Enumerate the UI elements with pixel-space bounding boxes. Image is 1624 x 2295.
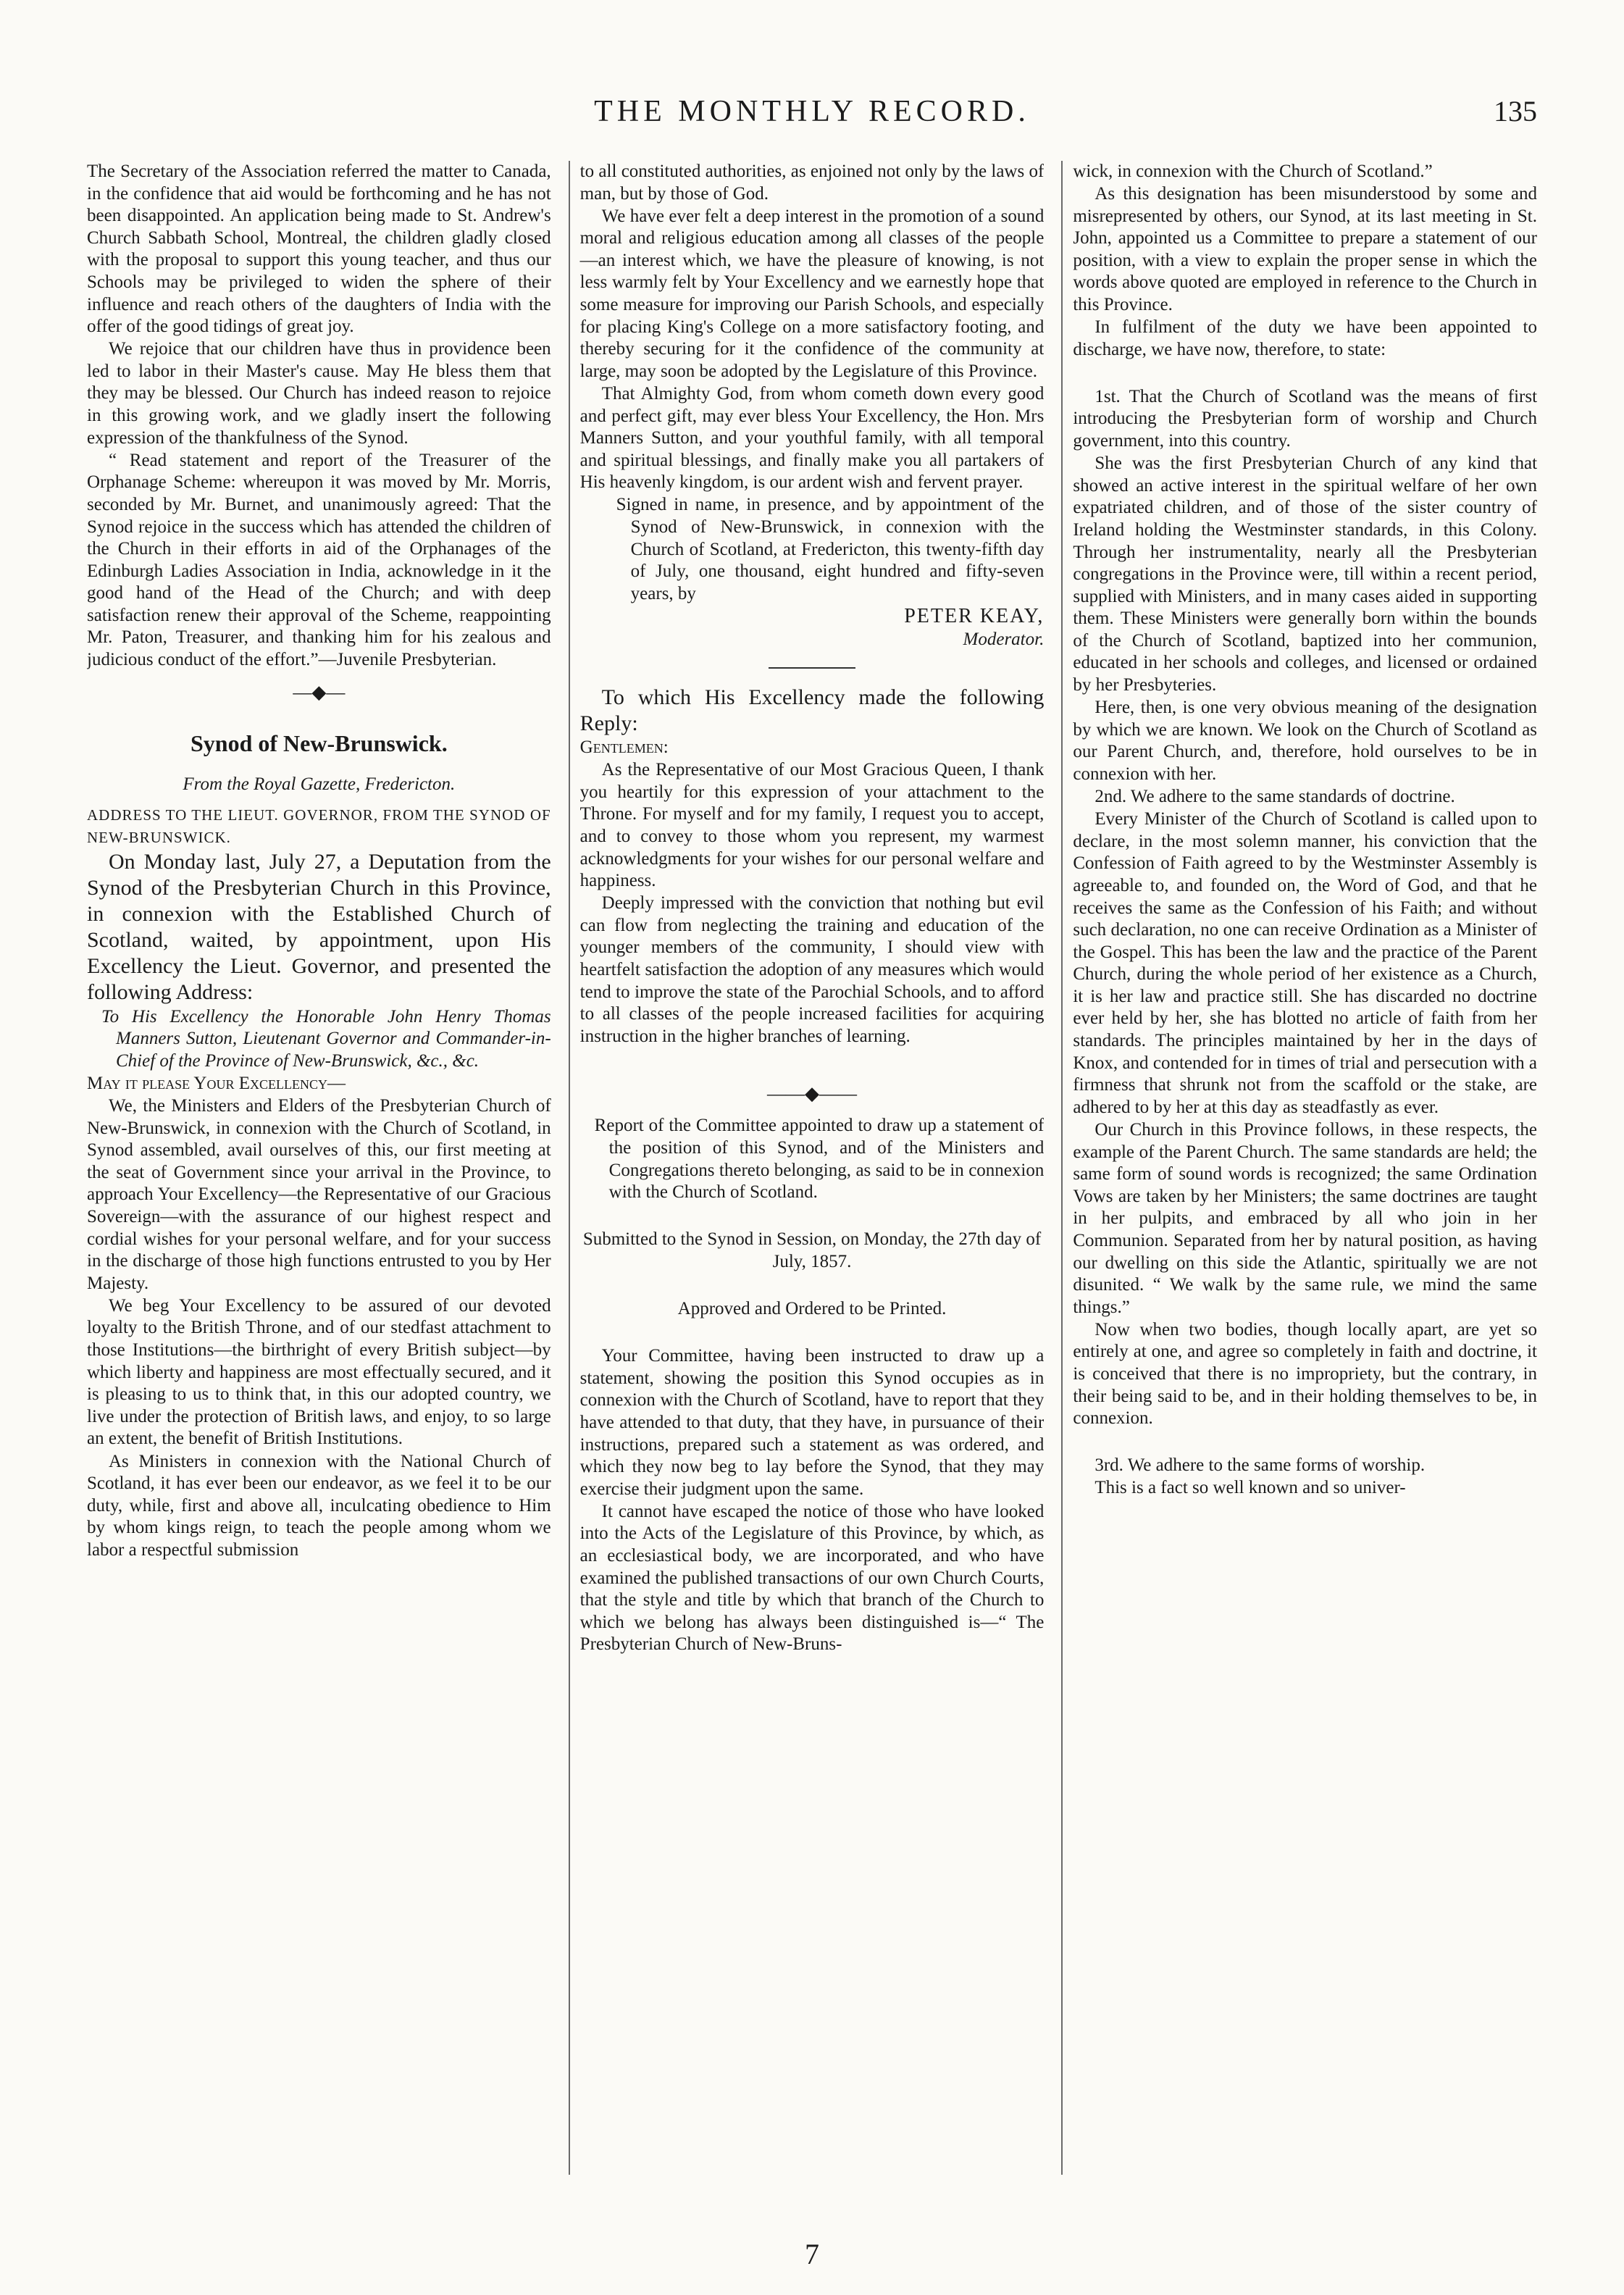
paragraph: This is a fact so well known and so univer- [1094,1478,1406,1498]
paragraph: As the Representative of our Most Gracious Queen, I thank you heartily for this expression of your attachment to the Throne. For myself and for my family, I request you to accept, and to convey to those whom you represent, my warmest acknowledgments for your wishes for our personal welfare and happiness. [579,760,1045,891]
paragraph: That Almighty God, from whom cometh down every good and perfect gift, may ever bless Your Excellency, the Hon. Mrs Manners Sutton, and your youthful family, with all temporal and spiritual blessings, and finally make you all partakers of His heavenly kingdom, is our ardent wish and fervent prayer. [579,383,1045,493]
spacer [580,1274,1045,1298]
column-3 [1061,161,1537,2175]
paragraph: We, the Ministers and Elders of the Presbyterian Church of New-Brunswick, in connexion with the Church of Scotland, in Synod assembled, avail ourselves of this, our first meeting at the seat of Government since your arrival in the Province, to approach Your Excellency—the Representative of our Gracious Sovereign—with the assurance of our highest respect and cordial wishes for your personal welfare, and for your success in the discharge of those high functions entrusted to you by Her Majesty. [87,1096,551,1293]
paragraph: We have ever felt a deep interest in the promotion of a sound moral and religious education among all classes of the people—an interest which, we have the pleasure of knowing, is not less warmly felt by Your Excellency and we earnestly hope that some measure for improving our Parish Schools, and especially for placing King's College on a more satisfactory footing, and thereby securing for it the confidence of the community at large, may soon be adopted by the Legislature of this Province. [579,206,1045,381]
section-ornament: —◆— [293,681,346,703]
paragraph: It cannot have escaped the notice of those who have looked into the Acts of the Legislature of this Province, by which, as an ecclesiastical body, we are incorporated, and who have examined the published transactions of our own Church Courts, that the style and title by which that branch of the Church to which we belong has always been distinguished is—“ The Presbyterian Church of New-Bruns- [579,1501,1045,1655]
paragraph: We rejoice that our children have thus in providence been led to labor in their Master's cause. May He bless them that they may be blessed. Our Church has indeed reason to rejoice in this growing work, and we gladly insert the following expression of the thankfulness of the Synod. [87,339,551,448]
paragraph: Every Minister of the Church of Scotland is called upon to declare, in the most solemn manner, his conviction that the Confession of Faith agreed to by the Westminster Assembly is agreeable to, and founded on, the Word of God, and that he receives the same as the Confession of his Faith; and without such declaration, no one can receive Ordination as a Minister of the Gospel. This has been the law and the practice of the Parent Church, during the whole period of her existence as a Church, it is her law and practice still. She has discarded no doctrine ever held by her, she has blotted no article of faith from her standards. The principles maintained by her in the days of Knox, and contended for in times of trial and persecution with a firmness that shrunk not from the scaffold or the stake, are adhered to by her at this day as steadfastly as ever. [1073,809,1537,1117]
paragraph: We beg Your Excellency to be assured of our devoted loyalty to the British Throne, and of our stedfast attachment to those Institutions—the birthright of every British subject—by which liberty and happiness are most effectually secured, and it is pleasing to us to think that, in this our adopted country, we live under the protection of British laws, and enjoy, to so large an extent, the benefit of British Institutions. [87,1295,551,1449]
running-title: THE MONTHLY RECORD. [594,95,1030,128]
paragraph: She was the first Presbyterian Church of any kind that showed an active interest in the spiritual welfare of her own expatriated children, and of those of the sister country of Ireland holding the Westminster standards, in this Colony. Through her instrumentality, nearly all the Presbyterian congregations in the Province were, till within a recent period, supplied with Ministers, and in many cases aided in supporting them. These Ministers were generally born within the bounds of the Church of Scotland, baptized into her communion, educated in her schools and colleges, and licensed or ordained by her Presbyteries. [1073,453,1537,695]
paragraph: wick, in connexion with the Church of Scotland.” [1073,162,1433,181]
paragraph: “ Read statement and report of the Treasurer of the Orphanage Scheme: whereupon it was moved by Mr. Morris, seconded by Mr. Burnet, and unanimously agreed: That the Synod rejoice in the success which has attended the children of the Church in their efforts in aid of the Orphanages of the Edinburgh Ladies Association in India, acknowledge in it the good hand of the Head of the Church; and with deep satisfaction renew their approval of the Scheme, reappointing Mr. Paton, Treasurer, and thanking him for his zealous and judicious conduct of the effort.”—Juvenile Presbyterian. [87,450,551,670]
signature-block [580,494,1045,651]
address-caption: ADDRESS TO THE LIEUT. GOVERNOR, FROM THE SYNOD OF NEW-BRUNSWICK. [87,806,551,847]
paragraph: Deeply impressed with the conviction that nothing but evil can flow from neglecting the training and education of the younger members of the community, I should view with heartfelt satisfaction the adoption of any measures which would tend to improve the state of the Parochial Schools, and to afford to all classes of the people increased facilities for acquiring instruction in the higher branches of learning. [579,893,1045,1046]
paragraph: to all constituted authorities, as enjoined not only by the laws of man, but by those of God. [579,162,1045,204]
section-ornament: ——◆—— [767,1082,857,1104]
reply-salutation: Gentlemen: [579,737,669,758]
paragraph: 3rd. We adhere to the same forms of worship. [1094,1455,1426,1476]
divider-rule [769,667,855,669]
approved-line: Approved and Ordered to be Printed. [677,1299,947,1319]
spacer [1073,361,1537,386]
text-columns [87,161,1537,2175]
paragraph: Our Church in this Province follows, in these respects, the example of the Parent Church. The same standards are held; the same form of sound words is recognized; the same Ordination Vows are taken by her Ministers; the same doctrines are taught in her pulpits, and embraced by all who join in her Communion. Separated from her by natural position, as having our dwelling on this side the Atlantic, spiritually we are not disunited. “ We walk by the same rule, we mind the same things.” [1073,1119,1537,1317]
paragraph: In fulfilment of the duty we have been appointed to discharge, we have now, therefore, to state: [1073,317,1537,359]
paragraph: As Ministers in connexion with the National Church of Scotland, it has ever been our endeavor, as we feel it to be our duty, while, first and above all, inculcating obedience to Him by whom kings reign, to teach the people among whom we labor a respectful submission [87,1451,551,1560]
reply-intro: To which His Excellency made the following Reply: [579,685,1045,735]
signer-name-text: PETER KEAY, [904,604,1045,627]
paragraph: As this designation has been misunderstood by some and misrepresented by others, our Synod, at its last meeting in St. John, appointed us a Committee to prepare a statement of our position, with a view to explain the proper sense in which the words above quoted are employed in reference to the Church in this Province. [1073,184,1537,315]
paragraph: Your Committee, having been instructed to draw up a statement, showing the position this Synod occupies as in connexion with the Church of Scotland, have to report that they have attended to that duty, that they have, in pursuance of their instructions, prepared such a statement as was ordered, and which they now beg to lay before the Synod, that they may exercise their judgment upon the same. [579,1346,1045,1499]
signer-role-text: Moderator. [963,629,1045,649]
column-1 [87,161,551,2175]
paragraph: 1st. That the Church of Scotland was the means of first introducing the Presbyterian form of worship and Church government, into this country. [1073,386,1537,451]
signature-mark: 7 [805,2238,819,2270]
column-2 [569,161,1045,2175]
spacer [580,1321,1045,1345]
paragraph: Here, then, is one very obvious meaning of the designation by which we are known. We look on the Church of Scotland as our Parent Church, and, therefore, hold ourselves to be in connexion with her. [1073,698,1537,784]
submitted-line: Submitted to the Synod in Session, on Monday, the 27th day of July, 1857. [582,1229,1042,1271]
source-line: From the Royal Gazette, Fredericton. [183,774,456,794]
spacer [580,1048,1045,1073]
page-number: 135 [1494,95,1537,128]
paragraph: Now when two bodies, though locally apart, are yet so entirely at one, and agree so completely in faith and doctrine, it is conceived that there is no impropriety, but the contrary, in their being said to be, and in their holding themselves to be, in connexion. [1073,1319,1537,1429]
paragraph: The Secretary of the Association referred the matter to Canada, in the confidence that aid would be forthcoming and he has not been disappointed. An application being made to St. Andrew's Church Sabbath School, Montreal, the children gladly closed with the proposal to support this young teacher, and thus our Schools may be privileged to widen the sphere of their influence and reach others of the daughters of India with the offer of the good tidings of great joy. [87,162,551,337]
signer-name [602,606,1045,629]
spacer [580,1204,1045,1229]
salutation: May it please Your Excellency— [87,1073,346,1093]
spacer [1073,1430,1537,1455]
report-title: Report of the Committee appointed to draw up a statement of the position of this Synod, and of the Ministers and Congregations thereto belonging, as said to be in connexion with the Church of Scotland. [594,1116,1045,1203]
addressee: To His Excellency the Honorable John Henry Thomas Manners Sutton, Lieutenant Governor and Commander-in-Chief of the Province of New-Brunswick, &c., &c. [101,1006,551,1071]
paragraph: 2nd. We adhere to the same standards of doctrine. [1094,787,1455,807]
paragraph: On Monday last, July 27, a Deputation from the Synod of the Presbyterian Church in this Province, in connexion with the Established Church of Scotland, waited, by appointment, upon His Excellency the Lieut. Governor, and presented the following Address: [87,850,551,1005]
page-header [87,94,1537,138]
signing-statement: Signed in name, in presence, and by appointment of the Synod of New-Brunswick, in connexion with the Church of Scotland, at Fredericton, this twenty-fifth day of July, one thousand, eight hundred and fifty-seven years, by [616,495,1045,603]
signer-role [602,629,1045,651]
synod-headline: Synod of New-Brunswick. [190,730,448,757]
